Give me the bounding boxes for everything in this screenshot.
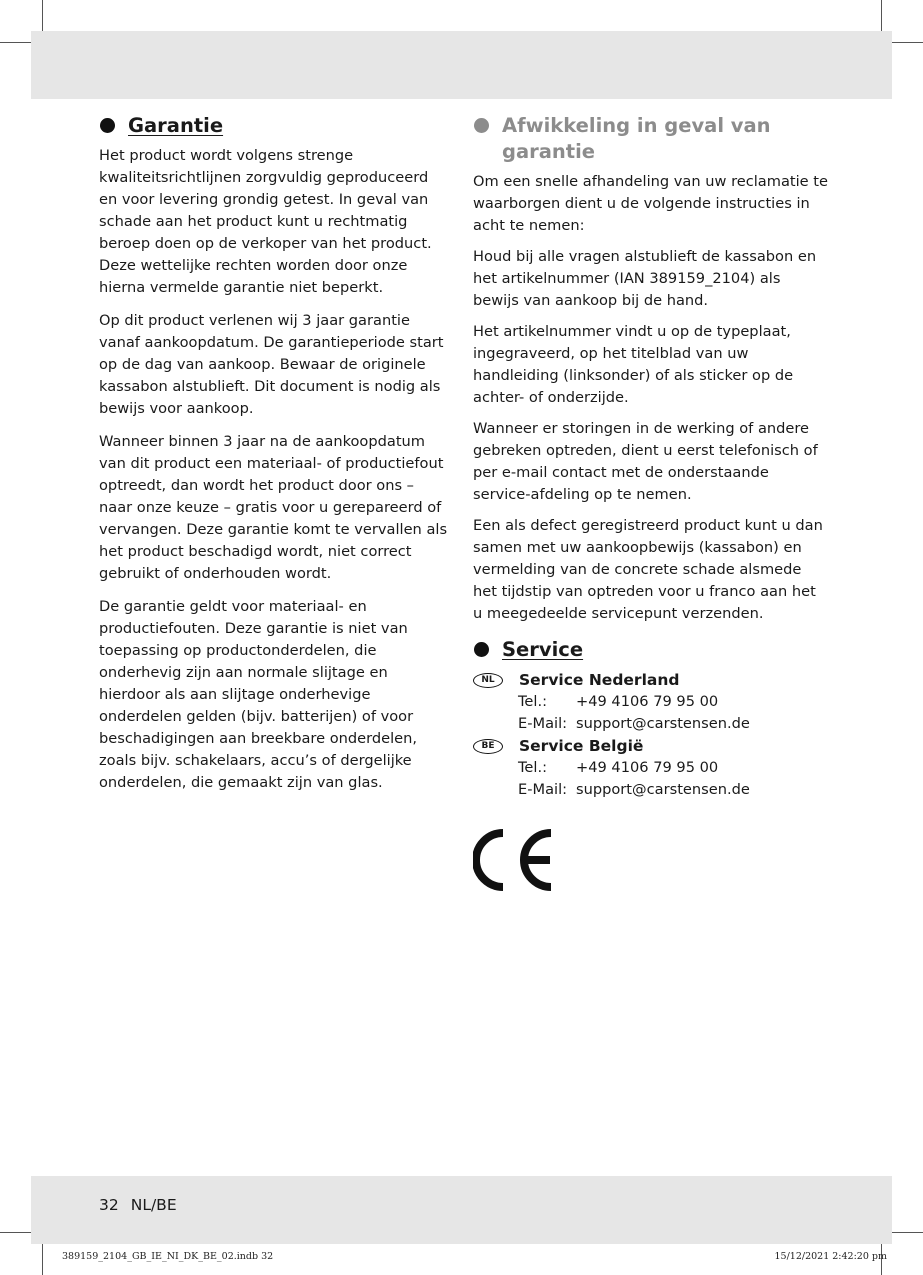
afwikkeling-heading-text: Afwikkeling in geval van garantie (502, 114, 771, 163)
afwikkeling-paragraph: Om een snelle afhandeling van uw reclamatie te waarborgen dient u de volgende instructies in acht te nemen: (473, 173, 828, 234)
afwikkeling-paragraph: Het artikelnummer vindt u op de typeplaat, ingegraveerd, op het titelblad van uw handleiding (linksonder) of als sticker op de achter- of onderzijde. (473, 323, 794, 406)
afwikkeling-paragraph: Een als defect geregistreerd product kunt u dan samen met uw aankoopbewijs (kassabon) en vermelding van de concrete schade alsmede het tijdstip van optreden voor u franco aan het u meegedeelde servicepunt verzenden. (473, 517, 823, 622)
page-language: NL/BE (130, 1196, 177, 1214)
nl-country-icon: NL (473, 673, 503, 688)
bullet-dot-icon (474, 642, 489, 657)
crop-mark (42, 0, 43, 31)
page-number-value: 32 (99, 1196, 119, 1214)
be-country-icon: BE (473, 739, 503, 754)
garantie-paragraph: De garantie geldt voor materiaal- en productiefouten. Deze garantie is niet van toepassing op productonderdelen, die onderhevig zijn aan normale slijtage en hierdoor als aan slijtage onderhevige onderdelen gelden (bijv. batterijen) of voor beschadigingen aan breekbare onderdelen, zoals bijv. schakelaars, accu’s of dergelijke onderdelen, die gemaakt zijn van glas. (99, 598, 418, 791)
service-heading (473, 637, 828, 663)
afwikkeling-heading (473, 113, 828, 165)
crop-mark (0, 42, 31, 43)
afwikkeling-paragraph: Wanneer er storingen in de werking of andere gebreken optreden, dient u eerst telefonisch of per e-mail contact met de onderstaande service-afdeling op te nemen. (473, 420, 818, 503)
afwikkeling-paragraph: Houd bij alle vragen alstublieft de kassabon en het artikelnummer (IAN 389159_2104) als bewijs van aankoop bij de hand. (473, 248, 817, 309)
crop-mark (0, 1232, 31, 1233)
email-label: E-Mail: (518, 781, 568, 798)
phone-number[interactable]: +49 4106 79 95 00 (576, 693, 719, 710)
email-label: E-Mail: (518, 715, 568, 732)
imprint-date: 15/12/2021 2:42:20 pm (774, 1251, 887, 1262)
garantie-section (99, 113, 449, 805)
service-be-email (473, 779, 828, 801)
crop-mark (892, 42, 923, 43)
crop-mark (881, 0, 882, 31)
email-address[interactable]: support@carstensen.de (576, 715, 750, 732)
imprint-file: 389159_2104_GB_IE_NI_DK_BE_02.indb 32 (62, 1251, 274, 1262)
bullet-dot-icon (474, 118, 489, 133)
tel-label: Tel.: (518, 693, 548, 710)
ce-mark-icon (473, 829, 555, 891)
service-be-row (473, 735, 828, 757)
garantie-heading-text: Garantie (128, 114, 224, 137)
service-be-title: Service België (519, 737, 644, 755)
crop-mark (892, 1232, 923, 1233)
phone-number[interactable]: +49 4106 79 95 00 (576, 759, 719, 776)
service-nl-title: Service Nederland (519, 671, 680, 689)
email-address[interactable]: support@carstensen.de (576, 781, 750, 798)
tel-label: Tel.: (518, 759, 548, 776)
service-nl-row (473, 669, 828, 691)
service-nl-email (473, 713, 828, 735)
crop-mark (42, 1244, 43, 1275)
garantie-paragraph: Op dit product verlenen wij 3 jaar garantie vanaf aankoopdatum. De garantieperiode start op de dag van aankoop. Bewaar de originele kassabon alstublieft. Dit document is nodig als bewijs voor aankoop. (99, 312, 444, 417)
bullet-dot-icon (100, 118, 115, 133)
garantie-paragraph: Het product wordt volgens strenge kwaliteitsrichtlijnen zorgvuldig geproduceerd en voor levering grondig getest. In geval van schade aan het product kunt u rechtmatig beroep doen op de verkoper van het product. Deze wettelijke rechten worden door onze hierna vermelde garantie niet beperkt. (99, 147, 432, 296)
afwikkeling-section (473, 113, 828, 801)
header-band (31, 31, 892, 99)
garantie-paragraph: Wanneer binnen 3 jaar na de aankoopdatum van dit product een materiaal- of productiefout optreedt, dan wordt het product door ons – naar onze keuze – gratis voor u gerepareerd of vervangen. Deze garantie komt te vervallen als het product beschadigd wordt, niet correct gebruikt of onderhouden wordt. (99, 433, 448, 582)
service-heading-text: Service (502, 638, 584, 661)
service-section (473, 637, 828, 801)
service-nl-tel (473, 691, 828, 713)
service-be-tel (473, 757, 828, 779)
page-number (99, 1195, 189, 1215)
garantie-heading (99, 113, 449, 139)
